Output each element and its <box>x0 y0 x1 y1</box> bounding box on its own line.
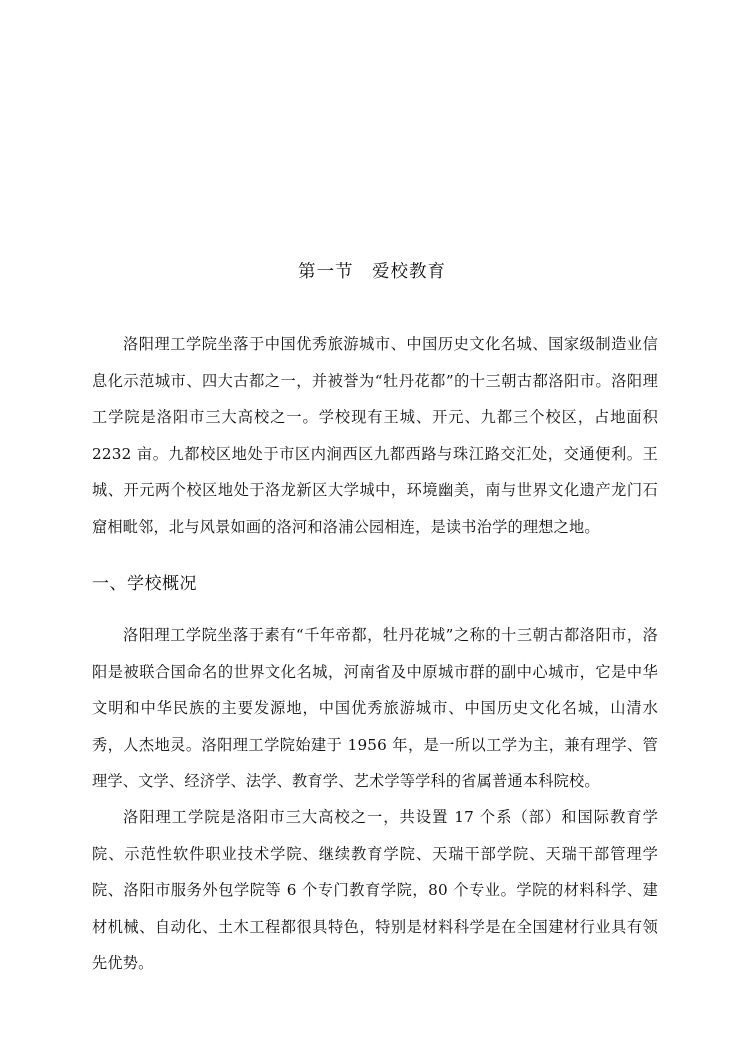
overview-paragraph-2: 洛阳理工学院是洛阳市三大高校之一，共设置 17 个系（部）和国际教育学院、示范性软件职业技术学院、继续教育学院、天瑞干部学院、天瑞干部管理学院、洛阳市服务外包学院等 6 个专门教育学院，80 个专业。学院的材料科学、建材机械、自动化、土木工程都很具特色，特别是材料科学是在全国建材行业具有领先优势。 <box>92 808 658 972</box>
intro-paragraph: 洛阳理工学院坐落于中国优秀旅游城市、中国历史文化名城、国家级制造业信息化示范城市、四大古都之一，并被誉为“牡丹花都”的十三朝古都洛阳市。洛阳理工学院是洛阳市三大高校之一。学校现有王城、开元、九都三个校区，占地面积 2232 亩。九都校区地处于市区内涧西区九都西路与珠江路交汇处，交通便利。王城、开元两个校区地处于洛龙新区大学城中，环境幽美，南与世界文化遗产龙门石窟相毗邻，北与风景如画的洛河和洛浦公园相连，是读书治学的理想之地。 <box>92 335 658 536</box>
section-title: 第一节 爱校教育 <box>298 262 446 282</box>
overview-heading: 一、学校概况 <box>92 574 197 594</box>
overview-paragraph-1: 洛阳理工学院坐落于素有“千年帝都，牡丹花城”之称的十三朝古都洛阳市，洛阳是被联合国命名的世界文化名城，河南省及中原城市群的副中心城市，它是中华文明和中华民族的主要发源地，中国优秀旅游城市、中国历史文化名城，山清水秀，人杰地灵。洛阳理工学院始建于 1956 年，是一所以工学为主，兼有理学、管理学、文学、经济学、法学、教育学、艺术学等学科的省属普通本科院校。 <box>92 626 658 790</box>
